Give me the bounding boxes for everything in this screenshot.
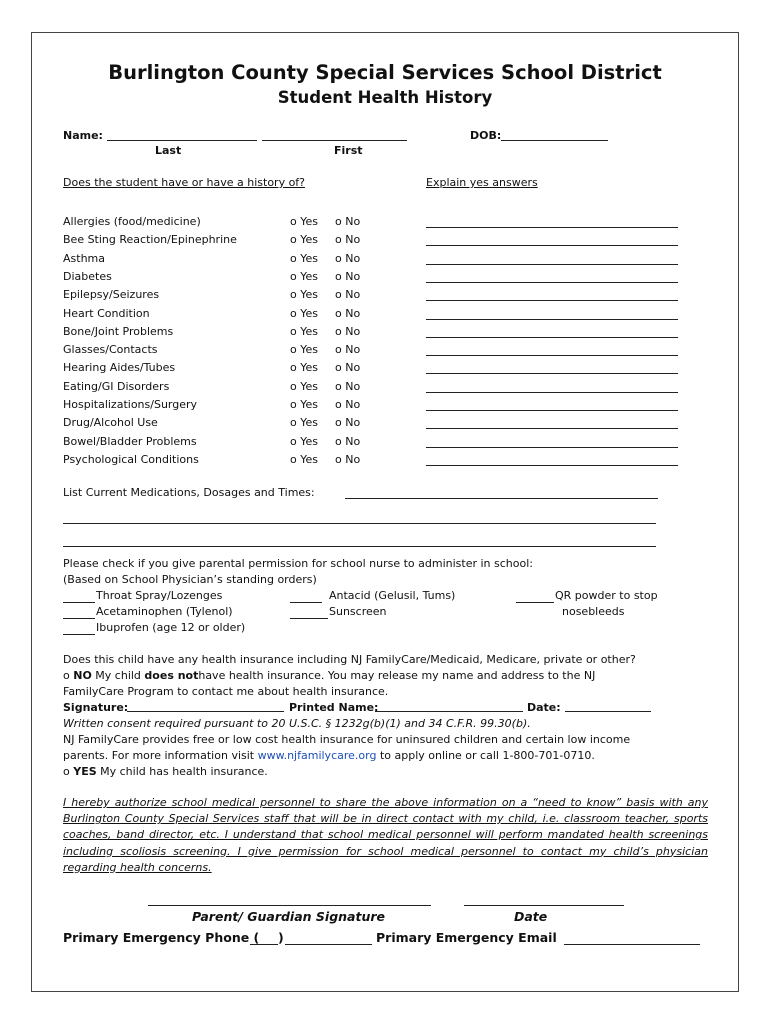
no-option[interactable]: o No [335, 324, 361, 338]
medications-field-3[interactable] [63, 546, 656, 547]
no-option[interactable]: o No [335, 379, 361, 393]
explain-field[interactable] [426, 227, 678, 228]
no-option[interactable]: o No [335, 398, 361, 411]
condition-label: Bee Sting Reaction/Epinephrine [63, 233, 237, 247]
parent-date-label: Date [514, 909, 548, 924]
explain-field[interactable] [426, 465, 678, 466]
condition-label: Bone/Joint Problems [63, 324, 174, 338]
condition-label: Glasses/Contacts [63, 343, 158, 357]
insurance-signature-field[interactable] [127, 711, 284, 712]
condition-label: Asthma [63, 251, 105, 265]
last-name-field[interactable] [107, 140, 257, 141]
dob-label: DOB: [470, 129, 502, 142]
explain-field[interactable] [426, 300, 678, 301]
insurance-date-field[interactable] [565, 711, 651, 712]
no-option[interactable]: o No [335, 251, 361, 265]
nj-familycare-line1: NJ FamilyCare provides free or low cost health insurance for uninsured children and certain low income [63, 733, 631, 746]
form-title: Burlington County Special Services School District [108, 61, 662, 84]
insurance-no-option[interactable]: o NO My child does nothave health insurance. You may release my name and address to the NJ [63, 669, 596, 682]
first-name-field[interactable] [262, 140, 407, 141]
explain-field[interactable] [426, 319, 678, 320]
throat-label: Throat Spray/Lozenges [96, 589, 223, 602]
sunscreen-check[interactable] [290, 618, 328, 619]
no-bold: NO [73, 669, 92, 682]
yes-option[interactable]: o Yes [290, 215, 318, 228]
emergency-phone-field[interactable] [285, 944, 372, 945]
yes-option[interactable]: o Yes [290, 434, 318, 448]
emergency-phone-close: ) [278, 930, 284, 945]
no-option[interactable]: o No [335, 361, 361, 375]
emergency-phone-label: Primary Emergency Phone ( [63, 930, 260, 945]
condition-label: Epilepsy/Seizures [63, 288, 160, 302]
yes-option[interactable]: o Yes [290, 416, 318, 430]
no-option[interactable]: o No [335, 288, 361, 302]
condition-label: Heart Condition [63, 306, 150, 320]
explain-field[interactable] [426, 392, 678, 393]
qr-label: QR powder to stop [555, 589, 658, 602]
condition-label: Bowel/Bladder Problems [63, 434, 197, 448]
permission-basis: (Based on School Physician’s standing orders) [63, 573, 317, 586]
condition-label: Psychological Conditions [63, 452, 199, 466]
no-option[interactable]: o No [335, 306, 361, 320]
yes-option[interactable]: o Yes [290, 324, 318, 338]
no-option[interactable]: o No [335, 452, 361, 466]
no-option[interactable]: o No [335, 269, 361, 283]
no-radio-icon: o [63, 669, 70, 682]
yes-option[interactable]: o Yes [290, 452, 318, 466]
condition-label: Hearing Aides/Tubes [63, 361, 176, 375]
sunscreen-label: Sunscreen [329, 605, 387, 618]
form-subtitle: Student Health History [277, 88, 493, 107]
insurance-question: Does this child have any health insurance including NJ FamilyCare/Medicaid, Medicare, private or other? [63, 653, 636, 666]
njfamilycare-link[interactable]: www.njfamilycare.org [257, 749, 377, 762]
throat-check[interactable] [63, 602, 95, 603]
history-question: Does the student have or have a history of? [63, 176, 306, 189]
emergency-phone-area-field[interactable] [250, 944, 278, 945]
printed-name-label: Printed Name: [289, 701, 379, 714]
condition-label: Hospitalizations/Surgery [63, 398, 198, 411]
antacid-check[interactable] [290, 602, 322, 603]
insurance-yes-option[interactable]: o YES My child has health insurance. [63, 765, 268, 778]
yes-option[interactable]: o Yes [290, 343, 318, 357]
no-option[interactable]: o No [335, 343, 361, 357]
no-option[interactable]: o No [335, 215, 361, 228]
yes-option[interactable]: o Yes [290, 306, 318, 320]
explain-field[interactable] [426, 428, 678, 429]
condition-label: Drug/Alcohol Use [63, 416, 158, 430]
no-option[interactable]: o No [335, 434, 361, 448]
insurance-date-label: Date: [527, 701, 561, 714]
insurance-no-line2: FamilyCare Program to contact me about health insurance. [63, 685, 389, 698]
form-page [31, 32, 739, 992]
yes-option[interactable]: o Yes [290, 379, 318, 393]
yes-option[interactable]: o Yes [290, 233, 318, 247]
dob-field[interactable] [501, 140, 608, 141]
condition-label: Eating/GI Disorders [63, 379, 170, 393]
emergency-email-field[interactable] [564, 944, 700, 945]
explain-field[interactable] [426, 373, 678, 374]
explain-field[interactable] [426, 410, 678, 411]
acetaminophen-label: Acetaminophen (Tylenol) [96, 605, 233, 618]
yes-option[interactable]: o Yes [290, 288, 318, 302]
nj-familycare-line2: parents. For more information visit www.njfamilycare.org to apply online or call 1-800-701-0710. [63, 749, 595, 762]
qr-label-2: nosebleeds [562, 605, 625, 618]
printed-name-field[interactable] [375, 711, 523, 712]
parent-date-field[interactable] [464, 905, 624, 906]
yes-radio-icon: o [63, 765, 70, 778]
explain-field[interactable] [426, 264, 678, 265]
permission-intro: Please check if you give parental permission for school nurse to administer in school: [63, 557, 533, 570]
first-label: First [334, 144, 363, 157]
consent-text: Written consent required pursuant to 20 U.S.C. § 1232g(b)(1) and 34 C.F.R. 99.30(b). [63, 717, 531, 730]
explain-field[interactable] [426, 447, 678, 448]
parent-signature-field[interactable] [148, 905, 431, 906]
explain-field[interactable] [426, 355, 678, 356]
no-option[interactable]: o No [335, 233, 361, 247]
yes-option[interactable]: o Yes [290, 398, 318, 411]
condition-label: Allergies (food/medicine) [63, 215, 201, 228]
acetaminophen-check[interactable] [63, 618, 95, 619]
yes-option[interactable]: o Yes [290, 251, 318, 265]
last-label: Last [155, 144, 182, 157]
explain-field[interactable] [426, 245, 678, 246]
no-option[interactable]: o No [335, 416, 361, 430]
medications-field-2[interactable] [63, 523, 656, 524]
ibuprofen-check[interactable] [63, 634, 95, 635]
medications-field-1[interactable] [345, 498, 658, 499]
explain-field[interactable] [426, 337, 678, 338]
explain-label: Explain yes answers [426, 176, 538, 189]
qr-check[interactable] [516, 602, 554, 603]
yes-option[interactable]: o Yes [290, 269, 318, 283]
antacid-label: Antacid (Gelusil, Tums) [329, 589, 456, 602]
yes-option[interactable]: o Yes [290, 361, 318, 375]
name-label: Name: [63, 129, 103, 142]
parent-signature-label: Parent/ Guardian Signature [192, 909, 385, 924]
medications-label: List Current Medications, Dosages and Times: [63, 486, 315, 499]
ibuprofen-label: Ibuprofen (age 12 or older) [96, 621, 246, 634]
explain-field[interactable] [426, 282, 678, 283]
signature-label: Signature: [63, 701, 129, 714]
emergency-email-label: Primary Emergency Email [376, 930, 557, 945]
condition-label: Diabetes [63, 269, 112, 283]
authorization-paragraph: I hereby authorize school medical personnel to share the above information on a “need to know” basis with any Burlington County Special Services staff that will be in direct contact with my child, i.e. classroom teacher, sports coaches, band director, etc. I understand that school medical personnel will perform mandated health screenings including scoliosis screening. I give permission for school medical personnel to contact my child’s physician regarding health concerns. [63, 796, 708, 874]
